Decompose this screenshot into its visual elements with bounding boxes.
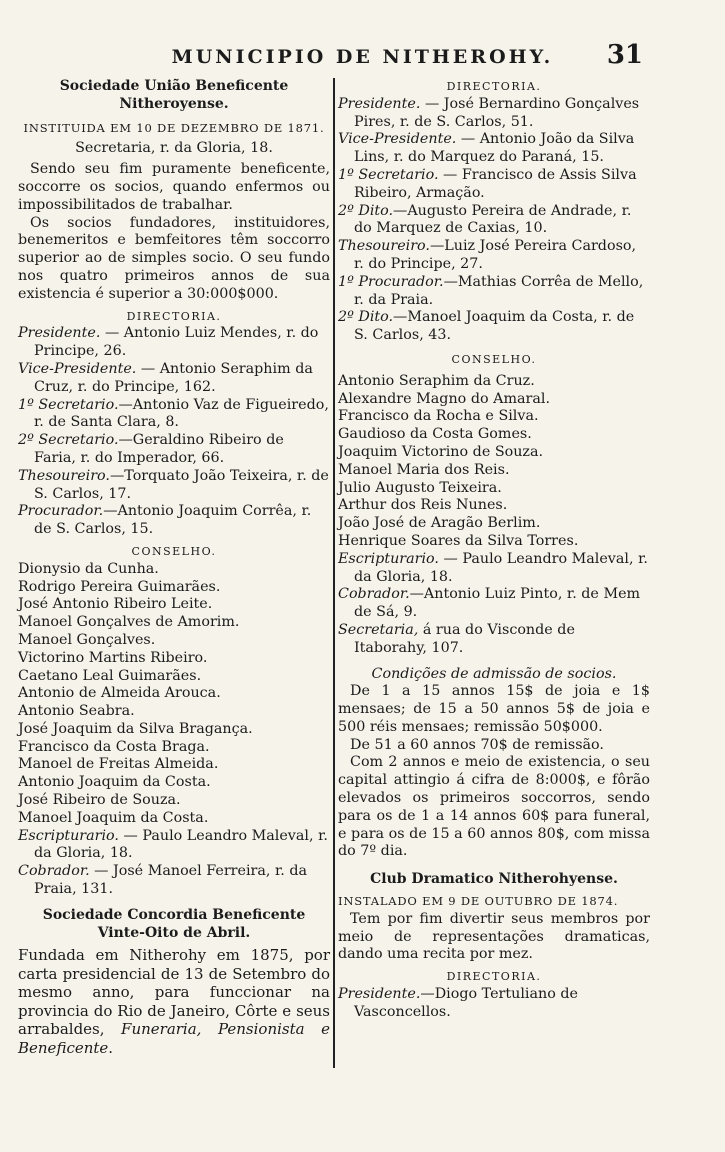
- society1-council-member: José Joaquim da Silva Bragança.: [18, 720, 253, 737]
- society1-director-text: —Antonio Joaquim Corrêa, r. de S. Carlos, 15.: [34, 503, 312, 538]
- conditions-heading: Condições de admissão de socios.: [371, 665, 617, 682]
- right-officer-entry: [338, 622, 650, 658]
- right-council-member: Joaquim Victorino de Souza.: [338, 443, 544, 460]
- right-council-member: Gaudioso da Costa Gomes.: [338, 426, 532, 443]
- right-director-entry: [338, 238, 650, 274]
- right-director-text: — Antonio João da Silva Lins, r. do Marquez do Paraná, 15.: [354, 131, 635, 166]
- society1-director-entry: [18, 361, 330, 397]
- right-council-member: Francisco da Rocha e Silva.: [338, 408, 539, 425]
- right-council: [338, 373, 650, 551]
- society1-council-member: Manoel de Freitas Almeida.: [18, 756, 219, 773]
- conditions-list: [338, 683, 650, 861]
- society2-title: [18, 907, 330, 943]
- society1-title-line1: Sociedade União Beneficente Nitheroyense.: [59, 78, 289, 112]
- society1-officer-role: Escripturario.: [18, 827, 119, 844]
- society1-secretariat: Secretaria, r. da Gloria, 18.: [75, 140, 273, 157]
- right-director-role: Vice-Presidente.: [338, 131, 457, 148]
- right-directory-heading: DIRECTORIA.: [446, 80, 542, 93]
- society1-officers: [18, 828, 330, 899]
- page-header: [0, 40, 725, 76]
- society1-director-text: —Antonio Vaz de Figueiredo, r. de Santa Clara, 8.: [34, 396, 329, 431]
- club-president-name: —Diogo Tertuliano de Vasconcellos.: [354, 986, 578, 1020]
- right-council-member: Henrique Soares da Silva Torres.: [338, 532, 579, 549]
- society1-title: [18, 78, 330, 114]
- society1-founders: Os socios fundadores, instituidores, benemeritos e bemfeitores têm soccorro superior ao de simples socio. O seu fundo nos quatro primeiros annos de sua existencia é superior a 30:000$000.: [18, 214, 330, 302]
- right-council-member: Manoel Maria dos Reis.: [338, 461, 510, 478]
- club-president-role: Presidente.: [338, 986, 421, 1003]
- society1-director-entry: [18, 503, 330, 539]
- right-council-member: João José de Aragão Berlim.: [338, 515, 541, 532]
- society1-director-text: — Antonio Seraphim da Cruz, r. do Principe, 162.: [34, 360, 313, 395]
- society1-council-member: Manoel Joaquim da Costa.: [18, 809, 209, 826]
- society1-council-member: Francisco da Costa Braga.: [18, 738, 210, 755]
- society1-council-member: Victorino Martins Ribeiro.: [18, 649, 208, 666]
- society1-director-text: —Geraldino Ribeiro de Faria, r. do Imperador, 66.: [34, 432, 284, 466]
- right-director-text: —Manoel Joaquim da Costa, r. de S. Carlos, 43.: [354, 309, 635, 344]
- right-council-member: Alexandre Magno do Amaral.: [338, 390, 551, 407]
- right-director-role: Thesoureiro.: [338, 238, 430, 255]
- society1-director-entry: [18, 397, 330, 433]
- society2-title-line2: Vinte-Oito de Abril.: [97, 924, 251, 941]
- society1-directory: [18, 325, 330, 539]
- right-director-entry: [338, 203, 650, 239]
- society1-council-member: Antonio Seabra.: [18, 703, 135, 720]
- right-director-text: —Mathias Corrêa de Mello, r. da Praia.: [354, 273, 644, 308]
- club-description: Tem por fim divertir seus membros por meio de representações dramaticas, dando uma recita por mez.: [338, 910, 650, 963]
- society1-director-role: Presidente.: [18, 325, 101, 342]
- society2-text-b: .: [108, 1038, 114, 1057]
- club-title: Club Dramatico Nitherohyense.: [370, 871, 618, 888]
- right-officer-text: — Paulo Leandro Maleval, r. da Gloria, 18.: [354, 550, 648, 585]
- society1-director-role: Vice-Presidente.: [18, 360, 137, 377]
- society1-director-text: —Torquato João Teixeira, r. de S. Carlos, 17.: [34, 467, 329, 502]
- right-director-role: 2º Dito.: [338, 309, 394, 326]
- society1-council: [18, 561, 330, 828]
- right-officer-entry: [338, 586, 650, 622]
- society1-council-member: Caetano Leal Guimarães.: [18, 667, 202, 684]
- society1-director-role: 1º Secretario.: [18, 396, 119, 413]
- right-director-entry: [338, 96, 650, 132]
- society1-officer-text: — José Manoel Ferreira, r. da Praia, 131.: [34, 863, 308, 898]
- right-column: [338, 78, 650, 1022]
- right-director-entry: [338, 131, 650, 167]
- society1-director-role: Thesoureiro.: [18, 467, 110, 484]
- right-director-entry: [338, 167, 650, 203]
- right-officer-role: Escripturario.: [338, 550, 439, 567]
- right-officer-text: á rua do Visconde de Itaborahy, 107.: [354, 621, 575, 656]
- column-divider: [333, 78, 335, 1068]
- society1-officer-entry: [18, 863, 330, 899]
- right-director-role: 1º Procurador.: [338, 273, 444, 290]
- society1-director-role: 2º Secretario.: [18, 432, 119, 449]
- right-director-entry: [338, 274, 650, 310]
- right-director-role: 2º Dito.: [338, 202, 394, 219]
- club-installed: INSTALADO EM 9 DE OUTUBRO DE 1874.: [338, 894, 619, 909]
- society1-officer-text: — Paulo Leandro Maleval, r. da Gloria, 18.: [34, 827, 328, 862]
- society1-council-member: Rodrigo Pereira Guimarães.: [18, 578, 221, 595]
- society1-director-entry: [18, 325, 330, 361]
- society1-council-member: José Ribeiro de Souza.: [18, 792, 181, 809]
- right-directory: [338, 96, 650, 345]
- society1-description: Sendo seu fim puramente beneficente, soccorre os socios, quando enfermos ou impossibilitados de trabalhar.: [18, 161, 330, 213]
- society1-director-entry: [18, 432, 330, 468]
- society1-directory-heading: DIRECTORIA.: [126, 309, 222, 323]
- right-officer-role: Secretaria,: [338, 621, 419, 638]
- society1-director-entry: [18, 468, 330, 504]
- society2-title-line1: Sociedade Concordia Beneficente: [42, 906, 306, 923]
- society1-council-member: Antonio Joaquim da Costa.: [18, 774, 211, 791]
- right-council-member: Antonio Seraphim da Cruz.: [338, 372, 535, 389]
- right-director-text: — Francisco de Assis Silva Ribeiro, Armação.: [354, 166, 637, 201]
- right-director-role: Presidente.: [338, 95, 421, 112]
- right-director-text: —Luiz José Pereira Cardoso, r. do Principe, 27.: [354, 238, 637, 272]
- right-council-member: Julio Augusto Teixeira.: [338, 479, 502, 496]
- society1-officer-role: Cobrador.: [18, 863, 90, 880]
- right-officers: [338, 551, 650, 658]
- right-officer-entry: [338, 551, 650, 587]
- society1-council-member: Antonio de Almeida Arouca.: [18, 685, 221, 702]
- right-council-member: Arthur dos Reis Nunes.: [338, 497, 508, 514]
- society1-director-role: Procurador.: [18, 503, 104, 520]
- condition-paragraph: De 1 a 15 annos 15$ de joia e 1$ mensaes; de 15 a 50 annos 5$ de joia e 500 réis mensaes; remissão 50$000.: [338, 683, 650, 735]
- condition-paragraph: Com 2 annos e meio de existencia, o seu capital attingio á cifra de 8:000$, e fôrão elevados os primeiros soccorros, sendo para os de 1 a 14 annos 60$ para funeral, e para os de 15 a 60 annos 80$, com missa do 7º dia.: [338, 754, 650, 860]
- right-officer-role: Cobrador.: [338, 586, 410, 603]
- club-president: [338, 986, 650, 1022]
- right-director-entry: [338, 309, 650, 345]
- page-title: MUNICIPIO DE NITHEROHY.: [171, 46, 554, 68]
- page-number: 31: [606, 40, 643, 70]
- right-director-text: —Augusto Pereira de Andrade, r. do Marquez de Caxias, 10.: [354, 202, 632, 237]
- society1-council-member: Manoel Gonçalves.: [18, 631, 156, 648]
- society1-council-heading: CONSELHO.: [131, 544, 217, 558]
- left-column: [18, 78, 330, 1057]
- society2-text-a: Fundada em Nitherohy em 1875, por carta presidencial de 13 de Setembro do mesmo anno, para funccionar na provincia do Rio de Janeiro, Côrte e seus arrabaldes,: [18, 946, 330, 1039]
- club-directory-heading: DIRECTORIA.: [446, 970, 542, 984]
- society1-officer-entry: [18, 828, 330, 864]
- right-director-text: — José Bernardino Gonçalves Pires, r. de S. Carlos, 51.: [354, 95, 640, 130]
- right-director-role: 1º Secretario.: [338, 166, 439, 183]
- society1-council-member: Manoel Gonçalves de Amorim.: [18, 614, 240, 631]
- society1-director-text: — Antonio Luiz Mendes, r. do Principe, 26.: [34, 325, 319, 360]
- right-council-heading: CONSELHO.: [451, 352, 537, 366]
- society1-instituted: INSTITUIDA EM 10 DE DEZEMBRO DE 1871.: [23, 120, 325, 135]
- condition-paragraph: De 51 a 60 annos 70$ de remissão.: [350, 736, 604, 753]
- society2-description: [18, 946, 330, 1057]
- right-officer-text: —Antonio Luiz Pinto, r. de Mem de Sá, 9.: [354, 586, 641, 621]
- society1-council-member: José Antonio Ribeiro Leite.: [18, 596, 213, 613]
- society2-text-italic: Funeraria, Pensionista e Beneficente: [18, 1020, 330, 1057]
- society1-council-member: Dionysio da Cunha.: [18, 560, 159, 577]
